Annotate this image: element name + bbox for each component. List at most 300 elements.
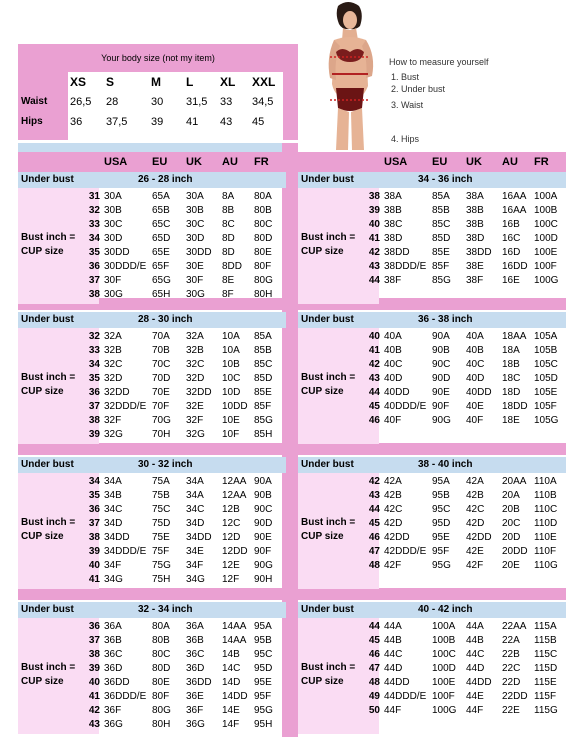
bust-inch-value: 35 — [88, 490, 100, 501]
bust-inch-value: 32 — [88, 331, 100, 342]
size-cell: 12AA — [222, 490, 247, 501]
size-cell: 70G — [152, 415, 171, 426]
size-cell: 36DD — [186, 677, 212, 688]
size-cell: 90B — [432, 345, 450, 356]
size-cell: 90B — [254, 490, 272, 501]
size-cell: 30E — [186, 261, 204, 272]
size-cell: 105E — [534, 387, 558, 398]
size-cell: 65E — [152, 247, 170, 258]
size-block — [298, 172, 566, 304]
size-cell: 30A — [104, 191, 122, 202]
size-cell: 65H — [152, 289, 171, 300]
size-row — [298, 330, 566, 344]
size-cell: 105C — [534, 359, 558, 370]
size-row — [18, 489, 286, 503]
size-cell: 34A — [104, 476, 122, 487]
size-cell: 115A — [534, 621, 557, 632]
size-cell: 42B — [466, 490, 484, 501]
size-cell: 8B — [222, 205, 235, 216]
bust-inch-value: 39 — [88, 546, 100, 557]
size-cell: 12E — [222, 560, 240, 571]
body-size-right-strip — [283, 72, 298, 140]
size-cell: 30C — [104, 219, 123, 230]
col-header-eu: EU — [432, 156, 448, 168]
size-cell: 36DD — [104, 677, 130, 688]
size-cell: 10B — [222, 359, 240, 370]
bust-inch-value: 36 — [88, 504, 100, 515]
size-cell: 100C — [534, 219, 558, 230]
waist-xl: 33 — [220, 96, 233, 108]
size-cell: 34F — [186, 560, 204, 571]
size-cell: 100A — [432, 621, 456, 632]
size-header-l: L — [186, 75, 194, 89]
size-cell: 44DD — [466, 677, 492, 688]
size-row — [18, 428, 286, 442]
bust-inch-value: 37 — [88, 275, 100, 286]
bust-inch-label: Bust inch = — [21, 517, 76, 528]
size-cell: 70H — [152, 429, 171, 440]
size-cell: 16E — [502, 275, 520, 286]
size-cell: 30DD — [104, 247, 130, 258]
col-header-usa: USA — [104, 156, 128, 168]
size-cell: 44F — [384, 705, 402, 716]
bust-inch-label: Bust inch = — [21, 372, 76, 383]
size-cell: 32F — [186, 415, 204, 426]
bust-inch-value: 43 — [368, 261, 380, 272]
size-cell: 95D — [432, 518, 451, 529]
size-cell: 80H — [254, 289, 273, 300]
size-cell: 95G — [432, 560, 451, 571]
size-cell: 32C — [104, 359, 123, 370]
size-row — [298, 414, 566, 428]
size-cell: 40D — [466, 373, 485, 384]
bust-inch-value: 48 — [368, 560, 380, 571]
bust-inch-value: 32 — [88, 205, 100, 216]
size-cell: 110C — [534, 504, 558, 515]
size-block — [18, 312, 286, 444]
size-cell: 95G — [254, 705, 273, 716]
size-cell: 65B — [152, 205, 170, 216]
size-row — [298, 475, 566, 489]
size-cell: 42F — [384, 560, 402, 571]
size-cell: 20C — [502, 518, 521, 529]
size-cell: 65G — [152, 275, 171, 286]
size-cell: 40D — [384, 373, 403, 384]
bust-inch-label: Bust inch = — [301, 372, 356, 383]
size-cell: 8DD — [222, 261, 243, 272]
size-row — [298, 489, 566, 503]
size-cell: 80A — [254, 191, 272, 202]
size-row — [18, 573, 286, 587]
size-row — [18, 634, 286, 648]
size-cell: 110E — [534, 532, 557, 543]
size-cell: 110B — [534, 490, 557, 501]
size-cell: 40E — [466, 401, 484, 412]
size-cell: 85A — [254, 331, 272, 342]
size-cell: 90F — [254, 546, 272, 557]
size-cell: 90G — [432, 415, 451, 426]
under-bust-range: 28 - 30 inch — [138, 314, 193, 325]
under-bust-bar — [18, 602, 286, 618]
size-cell: 12AA — [222, 476, 247, 487]
size-cell: 80G — [152, 705, 171, 716]
bust-inch-value: 41 — [368, 233, 380, 244]
under-bust-label: Under bust — [301, 314, 354, 325]
size-cell: 100E — [432, 677, 456, 688]
bust-inch-value: 38 — [88, 532, 100, 543]
size-block — [18, 172, 286, 304]
size-cell: 95E — [432, 532, 450, 543]
size-cell: 42A — [384, 476, 402, 487]
bust-inch-value: 35 — [88, 247, 100, 258]
bust-inch-value: 40 — [88, 560, 100, 571]
size-row — [298, 204, 566, 218]
bust-inch-value: 49 — [368, 691, 380, 702]
size-cell: 85E — [254, 387, 272, 398]
size-cell: 32B — [186, 345, 204, 356]
size-cell: 42B — [384, 490, 402, 501]
size-cell: 38DDD/E — [384, 261, 427, 272]
size-cell: 36B — [186, 635, 204, 646]
size-row — [18, 330, 286, 344]
bust-inch-value: 46 — [368, 649, 380, 660]
size-cell: 10F — [222, 429, 240, 440]
waist-xxl: 34,5 — [252, 96, 274, 108]
size-cell: 22A — [502, 635, 520, 646]
size-cell: 38B — [384, 205, 402, 216]
size-cell: 38C — [384, 219, 403, 230]
size-cell: 95H — [254, 719, 273, 730]
size-cell: 100D — [432, 663, 456, 674]
col-header-au: AU — [222, 156, 238, 168]
col-header-fr: FR — [254, 156, 269, 168]
size-row — [18, 648, 286, 662]
size-cell: 75A — [152, 476, 170, 487]
size-cell: 65D — [152, 233, 171, 244]
hips-xl: 43 — [220, 116, 233, 128]
size-cell: 38DD — [384, 247, 410, 258]
bust-inch-value: 41 — [88, 574, 100, 585]
size-cell: 8D — [222, 233, 235, 244]
bust-inch-value: 38 — [368, 191, 380, 202]
size-cell: 85A — [432, 191, 450, 202]
size-cell: 115C — [534, 649, 558, 660]
size-row — [18, 704, 286, 718]
bust-inch-value: 37 — [88, 518, 100, 529]
bust-inch-value: 42 — [88, 705, 100, 716]
size-cell: 14D — [222, 677, 241, 688]
size-cell: 85G — [254, 415, 273, 426]
size-row — [18, 475, 286, 489]
size-cell: 22E — [502, 705, 520, 716]
bust-inch-value: 45 — [368, 401, 380, 412]
size-cell: 90H — [254, 574, 273, 585]
size-cell: 95A — [254, 621, 272, 632]
size-cell: 44A — [384, 621, 402, 632]
size-cell: 22AA — [502, 621, 527, 632]
size-cell: 85F — [432, 261, 450, 272]
cup-size-label: CUP size — [21, 246, 64, 257]
size-cell: 75E — [152, 532, 170, 543]
size-cell: 100F — [534, 261, 557, 272]
bust-inch-label: Bust inch = — [301, 232, 356, 243]
size-row — [18, 218, 286, 232]
size-cell: 42C — [384, 504, 403, 515]
size-cell: 105G — [534, 415, 559, 426]
waist-s: 28 — [106, 96, 119, 108]
bust-inch-value: 31 — [88, 191, 100, 202]
size-cell: 42DD — [466, 532, 492, 543]
bust-inch-value: 42 — [368, 359, 380, 370]
size-row — [298, 218, 566, 232]
size-cell: 95E — [254, 677, 272, 688]
size-cell: 44D — [384, 663, 403, 674]
size-cell: 100G — [432, 705, 457, 716]
size-block — [298, 312, 566, 444]
size-cell: 95A — [432, 476, 450, 487]
column-header-left — [18, 152, 282, 172]
size-cell: 36E — [186, 691, 204, 702]
size-cell: 38A — [466, 191, 484, 202]
size-cell: 105F — [534, 401, 557, 412]
under-bust-range: 38 - 40 inch — [418, 459, 473, 470]
size-row — [298, 690, 566, 704]
column-header-right — [298, 152, 566, 172]
size-cell: 95D — [254, 663, 273, 674]
size-cell: 44F — [466, 705, 484, 716]
size-cell: 32C — [186, 359, 205, 370]
size-cell: 100F — [432, 691, 455, 702]
bust-inch-value: 47 — [368, 663, 380, 674]
bust-inch-label: Bust inch = — [21, 232, 76, 243]
size-cell: 115G — [534, 705, 558, 716]
size-cell: 44B — [384, 635, 402, 646]
size-block — [298, 602, 566, 734]
size-cell: 38D — [466, 233, 485, 244]
size-row — [298, 344, 566, 358]
bust-inch-value: 39 — [88, 429, 100, 440]
size-cell: 22C — [502, 663, 521, 674]
size-cell: 20D — [502, 532, 521, 543]
bust-inch-value: 44 — [368, 504, 380, 515]
bust-inch-value: 45 — [368, 518, 380, 529]
size-cell: 44A — [466, 621, 484, 632]
size-cell: 40F — [384, 415, 402, 426]
under-bust-bar — [18, 312, 286, 328]
size-cell: 36C — [186, 649, 205, 660]
size-cell: 8C — [222, 219, 235, 230]
cup-size-label: CUP size — [21, 676, 64, 687]
size-cell: 10A — [222, 345, 240, 356]
size-cell: 75C — [152, 504, 171, 515]
bust-inch-value: 47 — [368, 546, 380, 557]
bust-inch-value: 37 — [88, 401, 100, 412]
col-header-au: AU — [502, 156, 518, 168]
size-cell: 12D — [222, 532, 241, 543]
size-cell: 18A — [502, 345, 520, 356]
size-header-m: M — [151, 75, 161, 89]
measure-title: How to measure yourself — [389, 57, 489, 67]
size-cell: 80C — [254, 219, 273, 230]
size-cell: 85H — [254, 429, 273, 440]
bust-inch-value: 40 — [368, 331, 380, 342]
size-cell: 90A — [254, 476, 272, 487]
size-cell: 22D — [502, 677, 521, 688]
size-cell: 42C — [466, 504, 485, 515]
size-cell: 32D — [104, 373, 123, 384]
size-cell: 100D — [534, 233, 558, 244]
size-cell: 32E — [186, 401, 204, 412]
size-cell: 40A — [466, 331, 484, 342]
size-cell: 40B — [384, 345, 402, 356]
size-cell: 18D — [502, 387, 521, 398]
cup-size-label: CUP size — [301, 531, 344, 542]
size-row — [18, 718, 286, 732]
size-cell: 42A — [466, 476, 484, 487]
bust-inch-value: 38 — [88, 415, 100, 426]
bust-inch-value: 43 — [88, 719, 100, 730]
size-cell: 14DD — [222, 691, 248, 702]
size-cell: 36A — [104, 621, 122, 632]
size-row — [18, 190, 286, 204]
bust-inch-value: 33 — [88, 219, 100, 230]
size-cell: 38F — [384, 275, 402, 286]
size-cell: 16AA — [502, 205, 527, 216]
size-header-xxl: XXL — [252, 75, 276, 89]
size-cell: 14B — [222, 649, 240, 660]
size-cell: 75D — [152, 518, 171, 529]
bust-inch-value: 40 — [368, 219, 380, 230]
size-cell: 80G — [254, 275, 273, 286]
size-block — [18, 602, 286, 734]
size-cell: 10E — [222, 415, 240, 426]
divider-stripe-pink — [282, 143, 298, 152]
size-cell: 70E — [152, 387, 170, 398]
bust-inch-value: 41 — [368, 345, 380, 356]
size-cell: 36F — [104, 705, 122, 716]
size-cell: 70C — [152, 359, 171, 370]
size-cell: 16DD — [502, 261, 528, 272]
size-cell: 14AA — [222, 621, 247, 632]
size-cell: 34C — [104, 504, 123, 515]
waist-xs: 26,5 — [70, 96, 92, 108]
bust-inch-value: 34 — [88, 476, 100, 487]
size-cell: 34A — [186, 490, 204, 501]
size-cell: 8D — [222, 247, 235, 258]
size-cell: 34G — [104, 574, 123, 585]
bust-inch-value: 36 — [88, 621, 100, 632]
size-cell: 14C — [222, 663, 241, 674]
size-cell: 30DD — [186, 247, 212, 258]
size-cell: 36G — [104, 719, 123, 730]
size-cell: 32DDD/E — [104, 401, 147, 412]
size-cell: 70A — [152, 331, 170, 342]
under-bust-label: Under bust — [21, 604, 74, 615]
size-cell: 40C — [466, 359, 485, 370]
size-cell: 32F — [104, 415, 122, 426]
size-cell: 36G — [186, 719, 205, 730]
bust-inch-value: 46 — [368, 415, 380, 426]
size-cell: 16B — [502, 219, 520, 230]
size-cell: 115F — [534, 691, 557, 702]
size-cell: 40DDD/E — [384, 401, 427, 412]
under-bust-bar — [298, 602, 566, 618]
size-cell: 90E — [254, 532, 272, 543]
size-cell: 30B — [104, 205, 122, 216]
size-cell: 42F — [466, 560, 484, 571]
size-row — [298, 260, 566, 274]
size-header-xs: XS — [70, 75, 87, 89]
size-cell: 14E — [222, 705, 240, 716]
size-cell: 90G — [254, 560, 273, 571]
bust-inch-value: 39 — [368, 205, 380, 216]
size-cell: 105D — [534, 373, 558, 384]
hips-s: 37,5 — [106, 116, 128, 128]
size-cell: 32G — [186, 429, 205, 440]
size-cell: 95C — [254, 649, 273, 660]
size-cell: 30G — [186, 289, 205, 300]
bust-inch-value: 46 — [368, 532, 380, 543]
size-row — [18, 545, 286, 559]
size-cell: 30B — [186, 205, 204, 216]
size-row — [298, 648, 566, 662]
under-bust-range: 30 - 32 inch — [138, 459, 193, 470]
size-cell: 80D — [152, 663, 171, 674]
size-cell: 38D — [384, 233, 403, 244]
size-cell: 30DDD/E — [104, 261, 147, 272]
size-cell: 100E — [534, 247, 558, 258]
size-cell: 95B — [254, 635, 272, 646]
size-cell: 105A — [534, 331, 558, 342]
size-cell: 42DD — [384, 532, 410, 543]
size-cell: 115B — [534, 635, 557, 646]
size-cell: 34DDD/E — [104, 546, 147, 557]
bust-inch-value: 42 — [368, 476, 380, 487]
size-cell: 22B — [502, 649, 520, 660]
size-cell: 95F — [432, 546, 450, 557]
size-cell: 85B — [432, 205, 450, 216]
size-cell: 30D — [186, 233, 205, 244]
size-cell: 10D — [222, 387, 241, 398]
size-cell: 22DD — [502, 691, 528, 702]
bust-inch-value: 48 — [368, 677, 380, 688]
size-row — [18, 400, 286, 414]
size-row — [298, 358, 566, 372]
size-row — [18, 344, 286, 358]
size-cell: 110A — [534, 476, 557, 487]
size-cell: 34B — [104, 490, 122, 501]
size-row — [18, 559, 286, 573]
size-cell: 80F — [254, 261, 272, 272]
size-row — [18, 503, 286, 517]
size-cell: 100G — [534, 275, 559, 286]
size-cell: 80B — [254, 205, 272, 216]
under-bust-label: Under bust — [21, 459, 74, 470]
size-cell: 18C — [502, 373, 521, 384]
under-bust-bar — [18, 172, 286, 188]
bust-inch-value: 36 — [88, 387, 100, 398]
cup-size-label: CUP size — [21, 386, 64, 397]
size-row — [18, 260, 286, 274]
size-cell: 85C — [254, 359, 273, 370]
hips-xxl: 45 — [252, 116, 265, 128]
col-header-fr: FR — [534, 156, 549, 168]
size-cell: 70B — [152, 345, 170, 356]
bust-inch-label: Bust inch = — [301, 517, 356, 528]
size-cell: 20DD — [502, 546, 528, 557]
size-cell: 30F — [186, 275, 204, 286]
size-cell: 12DD — [222, 546, 248, 557]
